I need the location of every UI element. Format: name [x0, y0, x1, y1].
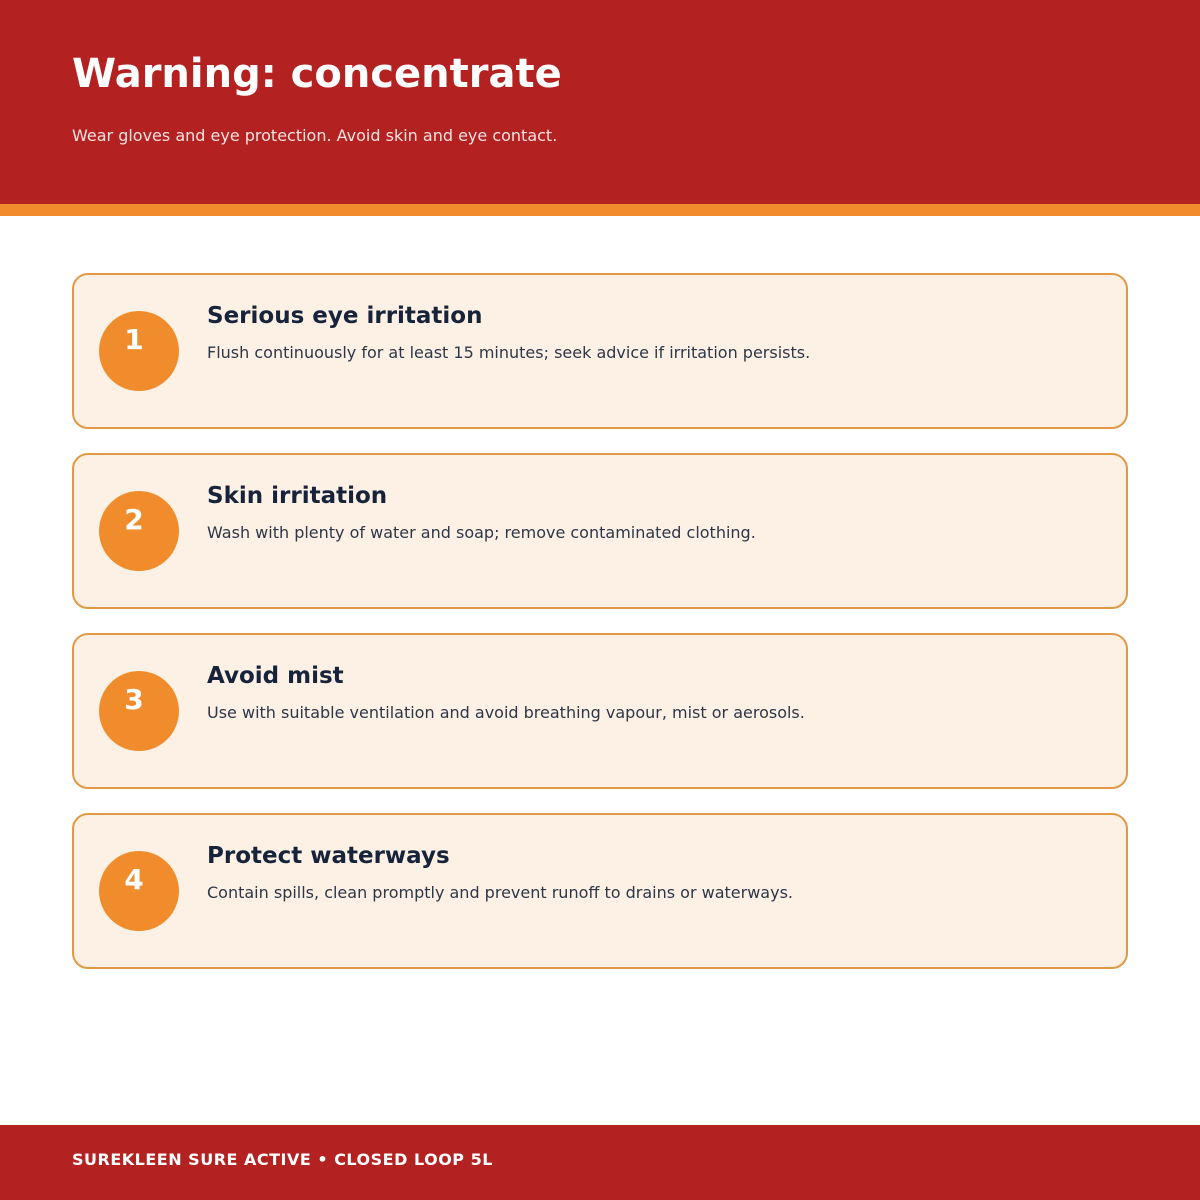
- step-number: 1: [124, 323, 144, 356]
- hazard-title: Avoid mist: [207, 663, 344, 689]
- step-number: 4: [124, 863, 144, 896]
- step-number-badge: [99, 671, 179, 751]
- hazard-card: [72, 453, 1128, 609]
- page-subtitle: Wear gloves and eye protection. Avoid skin and eye contact.: [72, 126, 558, 145]
- hazard-title: Skin irritation: [207, 483, 388, 509]
- step-number-badge: [99, 491, 179, 571]
- hazard-description: Use with suitable ventilation and avoid breathing vapour, mist or aerosols.: [207, 703, 805, 722]
- hazard-card: [72, 633, 1128, 789]
- hazard-description: Wash with plenty of water and soap; remove contaminated clothing.: [207, 523, 756, 542]
- warning-header: [0, 0, 1200, 204]
- product-footer: [0, 1125, 1200, 1200]
- hazard-card: [72, 273, 1128, 429]
- step-number: 3: [124, 683, 144, 716]
- step-number-badge: [99, 851, 179, 931]
- hazard-card: [72, 813, 1128, 969]
- hazard-title: Serious eye irritation: [207, 303, 483, 329]
- page-title: Warning: concentrate: [72, 51, 562, 97]
- step-number: 2: [124, 503, 144, 536]
- hazard-title: Protect waterways: [207, 843, 450, 869]
- step-number-badge: [99, 311, 179, 391]
- hazard-description: Contain spills, clean promptly and prevent runoff to drains or waterways.: [207, 883, 793, 902]
- hazard-description: Flush continuously for at least 15 minutes; seek advice if irritation persists.: [207, 343, 811, 362]
- product-name: SUREKLEEN SURE ACTIVE • CLOSED LOOP 5L: [72, 1150, 493, 1169]
- header-accent-stripe: [0, 204, 1200, 216]
